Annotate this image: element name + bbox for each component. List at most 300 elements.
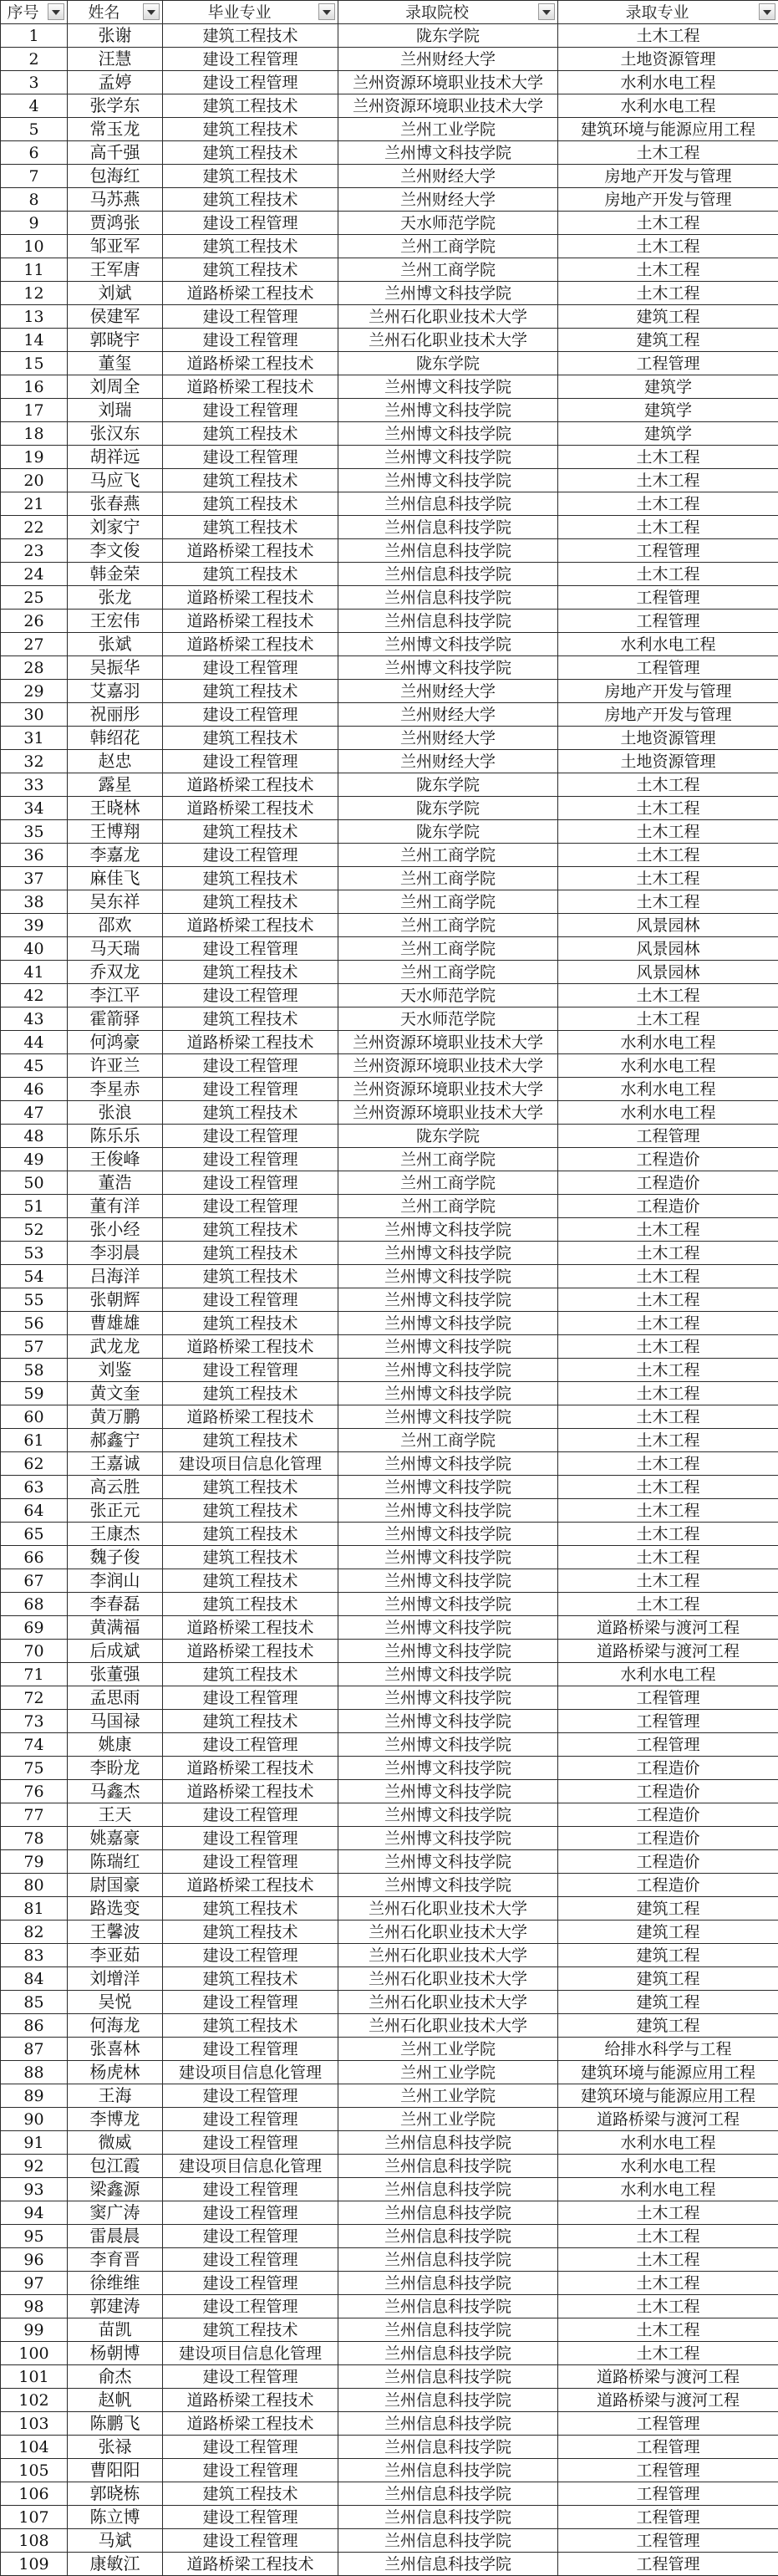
header-cell-admitted-school[interactable] xyxy=(338,1,558,24)
admitted-major-cell[interactable]: 道路桥梁与渡河工程 xyxy=(558,1616,778,1640)
graduation-major-cell[interactable]: 建设工程管理 xyxy=(163,2248,338,2272)
student-name-cell[interactable]: 乔双龙 xyxy=(68,961,163,984)
student-name-cell[interactable]: 邹亚军 xyxy=(68,235,163,258)
graduation-major-cell[interactable]: 建设工程管理 xyxy=(163,844,338,867)
row-index-cell[interactable]: 28 xyxy=(1,656,68,680)
graduation-major-cell[interactable]: 建筑工程技术 xyxy=(163,258,338,282)
student-name-cell[interactable]: 梁鑫源 xyxy=(68,2178,163,2201)
student-name-cell[interactable]: 微威 xyxy=(68,2131,163,2155)
row-index-cell[interactable]: 34 xyxy=(1,797,68,820)
row-index-cell[interactable]: 2 xyxy=(1,48,68,71)
row-index-cell[interactable]: 8 xyxy=(1,188,68,212)
admitted-major-cell[interactable]: 土木工程 xyxy=(558,1499,778,1523)
admitted-school-cell[interactable]: 兰州工商学院 xyxy=(338,961,558,984)
row-index-cell[interactable]: 79 xyxy=(1,1850,68,1874)
admitted-school-cell[interactable]: 兰州博文科技学院 xyxy=(338,1874,558,1897)
admitted-school-cell[interactable]: 兰州资源环境职业技术大学 xyxy=(338,1101,558,1125)
student-name-cell[interactable]: 侯建军 xyxy=(68,305,163,329)
row-index-cell[interactable]: 67 xyxy=(1,1569,68,1593)
student-name-cell[interactable]: 王天 xyxy=(68,1803,163,1827)
student-name-cell[interactable]: 包海红 xyxy=(68,165,163,188)
graduation-major-cell[interactable]: 建筑工程技术 xyxy=(163,867,338,890)
row-index-cell[interactable]: 39 xyxy=(1,914,68,937)
student-name-cell[interactable]: 王俊峰 xyxy=(68,1148,163,1171)
admitted-major-cell[interactable]: 工程造价 xyxy=(558,1803,778,1827)
admitted-major-cell[interactable]: 工程管理 xyxy=(558,539,778,563)
admitted-major-cell[interactable]: 建筑学 xyxy=(558,375,778,399)
admitted-major-cell[interactable]: 土木工程 xyxy=(558,797,778,820)
row-index-cell[interactable]: 63 xyxy=(1,1476,68,1499)
admitted-major-cell[interactable]: 土木工程 xyxy=(558,563,778,586)
student-name-cell[interactable]: 雷晨晨 xyxy=(68,2225,163,2248)
row-index-cell[interactable]: 7 xyxy=(1,165,68,188)
student-name-cell[interactable]: 武龙龙 xyxy=(68,1335,163,1359)
admitted-school-cell[interactable]: 陇东学院 xyxy=(338,352,558,375)
admitted-school-cell[interactable]: 兰州博文科技学院 xyxy=(338,422,558,446)
graduation-major-cell[interactable]: 道路桥梁工程技术 xyxy=(163,1616,338,1640)
admitted-major-cell[interactable]: 建筑环境与能源应用工程 xyxy=(558,2084,778,2108)
admitted-major-cell[interactable]: 建筑工程 xyxy=(558,305,778,329)
student-name-cell[interactable]: 霍箭驿 xyxy=(68,1007,163,1031)
graduation-major-cell[interactable]: 建设工程管理 xyxy=(163,2178,338,2201)
student-name-cell[interactable]: 郭建涛 xyxy=(68,2295,163,2318)
graduation-major-cell[interactable]: 建设工程管理 xyxy=(163,2272,338,2295)
graduation-major-cell[interactable]: 建筑工程技术 xyxy=(163,1382,338,1405)
admitted-school-cell[interactable]: 兰州博文科技学院 xyxy=(338,1803,558,1827)
row-index-cell[interactable]: 92 xyxy=(1,2155,68,2178)
admitted-major-cell[interactable]: 土木工程 xyxy=(558,1382,778,1405)
admitted-major-cell[interactable]: 工程管理 xyxy=(558,610,778,633)
graduation-major-cell[interactable]: 建设工程管理 xyxy=(163,71,338,94)
student-name-cell[interactable]: 张谢 xyxy=(68,24,163,48)
admitted-major-cell[interactable]: 土木工程 xyxy=(558,1265,778,1288)
graduation-major-cell[interactable]: 建筑工程技术 xyxy=(163,235,338,258)
row-index-cell[interactable]: 23 xyxy=(1,539,68,563)
admitted-school-cell[interactable]: 兰州信息科技学院 xyxy=(338,2155,558,2178)
graduation-major-cell[interactable]: 建筑工程技术 xyxy=(163,1265,338,1288)
student-name-cell[interactable]: 李文俊 xyxy=(68,539,163,563)
graduation-major-cell[interactable]: 道路桥梁工程技术 xyxy=(163,1335,338,1359)
admitted-major-cell[interactable]: 土木工程 xyxy=(558,1405,778,1429)
admitted-major-cell[interactable]: 水利水电工程 xyxy=(558,1031,778,1054)
graduation-major-cell[interactable]: 建筑工程技术 xyxy=(163,1429,338,1452)
row-index-cell[interactable]: 68 xyxy=(1,1593,68,1616)
row-index-cell[interactable]: 54 xyxy=(1,1265,68,1288)
student-name-cell[interactable]: 董浩 xyxy=(68,1171,163,1195)
admitted-major-cell[interactable]: 风景园林 xyxy=(558,961,778,984)
graduation-major-cell[interactable]: 建设工程管理 xyxy=(163,2459,338,2482)
student-name-cell[interactable]: 郝鑫宁 xyxy=(68,1429,163,1452)
student-name-cell[interactable]: 马天瑞 xyxy=(68,937,163,961)
row-index-cell[interactable]: 38 xyxy=(1,890,68,914)
student-name-cell[interactable]: 窦广涛 xyxy=(68,2201,163,2225)
admitted-school-cell[interactable]: 兰州博文科技学院 xyxy=(338,1242,558,1265)
student-name-cell[interactable]: 汪慧 xyxy=(68,48,163,71)
graduation-major-cell[interactable]: 建筑工程技术 xyxy=(163,118,338,141)
student-name-cell[interactable]: 尉国豪 xyxy=(68,1874,163,1897)
admitted-school-cell[interactable]: 兰州博文科技学院 xyxy=(338,1499,558,1523)
student-name-cell[interactable]: 祝丽彤 xyxy=(68,703,163,727)
student-name-cell[interactable]: 高云胜 xyxy=(68,1476,163,1499)
admitted-major-cell[interactable]: 工程管理 xyxy=(558,1710,778,1733)
admitted-school-cell[interactable]: 兰州石化职业技术大学 xyxy=(338,1991,558,2014)
row-index-cell[interactable]: 31 xyxy=(1,727,68,750)
graduation-major-cell[interactable]: 道路桥梁工程技术 xyxy=(163,2389,338,2412)
admitted-major-cell[interactable]: 土木工程 xyxy=(558,867,778,890)
admitted-major-cell[interactable]: 水利水电工程 xyxy=(558,2178,778,2201)
graduation-major-cell[interactable]: 道路桥梁工程技术 xyxy=(163,586,338,610)
graduation-major-cell[interactable]: 建筑工程技术 xyxy=(163,1593,338,1616)
student-name-cell[interactable]: 后成斌 xyxy=(68,1640,163,1663)
admitted-school-cell[interactable]: 兰州工商学院 xyxy=(338,258,558,282)
admitted-school-cell[interactable]: 兰州石化职业技术大学 xyxy=(338,1967,558,1991)
header-cell-name[interactable] xyxy=(68,1,163,24)
admitted-school-cell[interactable]: 兰州信息科技学院 xyxy=(338,2318,558,2342)
admitted-school-cell[interactable]: 陇东学院 xyxy=(338,820,558,844)
admitted-school-cell[interactable]: 兰州工商学院 xyxy=(338,1148,558,1171)
row-index-cell[interactable]: 41 xyxy=(1,961,68,984)
row-index-cell[interactable]: 74 xyxy=(1,1733,68,1757)
admitted-major-cell[interactable]: 土木工程 xyxy=(558,235,778,258)
row-index-cell[interactable]: 105 xyxy=(1,2459,68,2482)
admitted-major-cell[interactable]: 工程管理 xyxy=(558,656,778,680)
student-name-cell[interactable]: 何海龙 xyxy=(68,2014,163,2038)
student-name-cell[interactable]: 陈鹏飞 xyxy=(68,2412,163,2436)
row-index-cell[interactable]: 94 xyxy=(1,2201,68,2225)
row-index-cell[interactable]: 87 xyxy=(1,2038,68,2061)
row-index-cell[interactable]: 20 xyxy=(1,469,68,492)
student-name-cell[interactable]: 黄文奎 xyxy=(68,1382,163,1405)
graduation-major-cell[interactable]: 道路桥梁工程技术 xyxy=(163,1405,338,1429)
row-index-cell[interactable]: 58 xyxy=(1,1359,68,1382)
row-index-cell[interactable]: 33 xyxy=(1,773,68,797)
admitted-major-cell[interactable]: 土木工程 xyxy=(558,1523,778,1546)
admitted-school-cell[interactable]: 兰州石化职业技术大学 xyxy=(338,1944,558,1967)
admitted-major-cell[interactable]: 建筑工程 xyxy=(558,1921,778,1944)
admitted-school-cell[interactable]: 兰州信息科技学院 xyxy=(338,2365,558,2389)
admitted-school-cell[interactable]: 兰州信息科技学院 xyxy=(338,2131,558,2155)
row-index-cell[interactable]: 21 xyxy=(1,492,68,516)
admitted-school-cell[interactable]: 兰州工商学院 xyxy=(338,914,558,937)
graduation-major-cell[interactable]: 建设工程管理 xyxy=(163,1803,338,1827)
student-name-cell[interactable]: 麻佳飞 xyxy=(68,867,163,890)
graduation-major-cell[interactable]: 建筑工程技术 xyxy=(163,1499,338,1523)
graduation-major-cell[interactable]: 道路桥梁工程技术 xyxy=(163,282,338,305)
student-name-cell[interactable]: 张喜林 xyxy=(68,2038,163,2061)
row-index-cell[interactable]: 14 xyxy=(1,329,68,352)
graduation-major-cell[interactable]: 建筑工程技术 xyxy=(163,961,338,984)
admitted-major-cell[interactable]: 水利水电工程 xyxy=(558,633,778,656)
admitted-major-cell[interactable]: 土木工程 xyxy=(558,1546,778,1569)
graduation-major-cell[interactable]: 建筑工程技术 xyxy=(163,1242,338,1265)
admitted-major-cell[interactable]: 水利水电工程 xyxy=(558,1663,778,1686)
row-index-cell[interactable]: 86 xyxy=(1,2014,68,2038)
admitted-school-cell[interactable]: 兰州博文科技学院 xyxy=(338,1616,558,1640)
graduation-major-cell[interactable]: 建筑工程技术 xyxy=(163,1546,338,1569)
admitted-major-cell[interactable]: 工程管理 xyxy=(558,2482,778,2506)
row-index-cell[interactable]: 57 xyxy=(1,1335,68,1359)
graduation-major-cell[interactable]: 建设工程管理 xyxy=(163,399,338,422)
row-index-cell[interactable]: 70 xyxy=(1,1640,68,1663)
admitted-major-cell[interactable]: 土木工程 xyxy=(558,1429,778,1452)
admitted-school-cell[interactable]: 兰州资源环境职业技术大学 xyxy=(338,71,558,94)
student-name-cell[interactable]: 陈立博 xyxy=(68,2506,163,2529)
admitted-school-cell[interactable]: 兰州博文科技学院 xyxy=(338,1382,558,1405)
admitted-major-cell[interactable]: 土地资源管理 xyxy=(558,750,778,773)
dropdown-filter-icon[interactable] xyxy=(759,3,775,20)
admitted-school-cell[interactable]: 兰州博文科技学院 xyxy=(338,1523,558,1546)
student-name-cell[interactable]: 艾嘉羽 xyxy=(68,680,163,703)
admitted-school-cell[interactable]: 兰州信息科技学院 xyxy=(338,2342,558,2365)
student-name-cell[interactable]: 黄满福 xyxy=(68,1616,163,1640)
admitted-school-cell[interactable]: 兰州博文科技学院 xyxy=(338,399,558,422)
row-index-cell[interactable]: 78 xyxy=(1,1827,68,1850)
admitted-major-cell[interactable]: 土木工程 xyxy=(558,469,778,492)
admitted-major-cell[interactable]: 土木工程 xyxy=(558,492,778,516)
admitted-school-cell[interactable]: 兰州工商学院 xyxy=(338,1195,558,1218)
student-name-cell[interactable]: 张斌 xyxy=(68,633,163,656)
admitted-school-cell[interactable]: 兰州博文科技学院 xyxy=(338,1569,558,1593)
row-index-cell[interactable]: 27 xyxy=(1,633,68,656)
graduation-major-cell[interactable]: 建设工程管理 xyxy=(163,1991,338,2014)
admitted-school-cell[interactable]: 兰州信息科技学院 xyxy=(338,563,558,586)
admitted-school-cell[interactable]: 兰州博文科技学院 xyxy=(338,633,558,656)
admitted-school-cell[interactable]: 兰州博文科技学院 xyxy=(338,1218,558,1242)
row-index-cell[interactable]: 18 xyxy=(1,422,68,446)
graduation-major-cell[interactable]: 建筑工程技术 xyxy=(163,188,338,212)
student-name-cell[interactable]: 曹阳阳 xyxy=(68,2459,163,2482)
admitted-school-cell[interactable]: 兰州信息科技学院 xyxy=(338,2436,558,2459)
admitted-major-cell[interactable]: 房地产开发与管理 xyxy=(558,165,778,188)
admitted-major-cell[interactable]: 土木工程 xyxy=(558,1218,778,1242)
admitted-major-cell[interactable]: 土木工程 xyxy=(558,1288,778,1312)
graduation-major-cell[interactable]: 建设工程管理 xyxy=(163,937,338,961)
admitted-school-cell[interactable]: 陇东学院 xyxy=(338,773,558,797)
student-name-cell[interactable]: 孟思雨 xyxy=(68,1686,163,1710)
row-index-cell[interactable]: 24 xyxy=(1,563,68,586)
graduation-major-cell[interactable]: 建设工程管理 xyxy=(163,2131,338,2155)
graduation-major-cell[interactable]: 建筑工程技术 xyxy=(163,1921,338,1944)
admitted-major-cell[interactable]: 工程造价 xyxy=(558,1827,778,1850)
graduation-major-cell[interactable]: 建设工程管理 xyxy=(163,1195,338,1218)
admitted-school-cell[interactable]: 兰州信息科技学院 xyxy=(338,2412,558,2436)
row-index-cell[interactable]: 56 xyxy=(1,1312,68,1335)
student-name-cell[interactable]: 姚嘉豪 xyxy=(68,1827,163,1850)
graduation-major-cell[interactable]: 建设项目信息化管理 xyxy=(163,2155,338,2178)
admitted-school-cell[interactable]: 兰州博文科技学院 xyxy=(338,1640,558,1663)
student-name-cell[interactable]: 黄万鹏 xyxy=(68,1405,163,1429)
admitted-major-cell[interactable]: 建筑工程 xyxy=(558,1897,778,1921)
admitted-school-cell[interactable]: 兰州博文科技学院 xyxy=(338,1757,558,1780)
row-index-cell[interactable]: 35 xyxy=(1,820,68,844)
student-name-cell[interactable]: 李春磊 xyxy=(68,1593,163,1616)
admitted-major-cell[interactable]: 土木工程 xyxy=(558,2295,778,2318)
graduation-major-cell[interactable]: 建设工程管理 xyxy=(163,48,338,71)
student-name-cell[interactable]: 李盼龙 xyxy=(68,1757,163,1780)
admitted-school-cell[interactable]: 兰州资源环境职业技术大学 xyxy=(338,1078,558,1101)
admitted-major-cell[interactable]: 工程管理 xyxy=(558,2553,778,2576)
graduation-major-cell[interactable]: 建设工程管理 xyxy=(163,2225,338,2248)
admitted-school-cell[interactable]: 陇东学院 xyxy=(338,1125,558,1148)
admitted-major-cell[interactable]: 风景园林 xyxy=(558,914,778,937)
admitted-major-cell[interactable]: 土木工程 xyxy=(558,1242,778,1265)
admitted-school-cell[interactable]: 兰州博文科技学院 xyxy=(338,1405,558,1429)
header-cell-index[interactable] xyxy=(1,1,68,24)
row-index-cell[interactable]: 5 xyxy=(1,118,68,141)
student-name-cell[interactable]: 吴东祥 xyxy=(68,890,163,914)
graduation-major-cell[interactable]: 道路桥梁工程技术 xyxy=(163,1874,338,1897)
admitted-major-cell[interactable]: 土木工程 xyxy=(558,212,778,235)
graduation-major-cell[interactable]: 建筑工程技术 xyxy=(163,1710,338,1733)
admitted-school-cell[interactable]: 兰州博文科技学院 xyxy=(338,1827,558,1850)
admitted-major-cell[interactable]: 土木工程 xyxy=(558,141,778,165)
graduation-major-cell[interactable]: 建设工程管理 xyxy=(163,1359,338,1382)
admitted-school-cell[interactable]: 兰州博文科技学院 xyxy=(338,469,558,492)
admitted-major-cell[interactable]: 道路桥梁与渡河工程 xyxy=(558,1640,778,1663)
admitted-school-cell[interactable]: 兰州信息科技学院 xyxy=(338,586,558,610)
graduation-major-cell[interactable]: 建筑工程技术 xyxy=(163,1897,338,1921)
admitted-major-cell[interactable]: 土木工程 xyxy=(558,1359,778,1382)
admitted-school-cell[interactable]: 兰州资源环境职业技术大学 xyxy=(338,1054,558,1078)
row-index-cell[interactable]: 82 xyxy=(1,1921,68,1944)
graduation-major-cell[interactable]: 建筑工程技术 xyxy=(163,2014,338,2038)
row-index-cell[interactable]: 25 xyxy=(1,586,68,610)
admitted-major-cell[interactable]: 工程管理 xyxy=(558,2529,778,2553)
student-name-cell[interactable]: 张龙 xyxy=(68,586,163,610)
student-name-cell[interactable]: 张禄 xyxy=(68,2436,163,2459)
admitted-major-cell[interactable]: 给排水科学与工程 xyxy=(558,2038,778,2061)
admitted-school-cell[interactable]: 兰州博文科技学院 xyxy=(338,141,558,165)
row-index-cell[interactable]: 26 xyxy=(1,610,68,633)
student-name-cell[interactable]: 吕海洋 xyxy=(68,1265,163,1288)
graduation-major-cell[interactable]: 建筑工程技术 xyxy=(163,24,338,48)
graduation-major-cell[interactable]: 建设项目信息化管理 xyxy=(163,1452,338,1476)
admitted-school-cell[interactable]: 兰州博文科技学院 xyxy=(338,1288,558,1312)
student-name-cell[interactable]: 露星 xyxy=(68,773,163,797)
admitted-major-cell[interactable]: 土木工程 xyxy=(558,2318,778,2342)
row-index-cell[interactable]: 37 xyxy=(1,867,68,890)
graduation-major-cell[interactable]: 建筑工程技术 xyxy=(163,2318,338,2342)
admitted-major-cell[interactable]: 土木工程 xyxy=(558,282,778,305)
graduation-major-cell[interactable]: 建筑工程技术 xyxy=(163,1218,338,1242)
graduation-major-cell[interactable]: 建筑工程技术 xyxy=(163,820,338,844)
row-index-cell[interactable]: 22 xyxy=(1,516,68,539)
admitted-school-cell[interactable]: 兰州博文科技学院 xyxy=(338,1850,558,1874)
admitted-school-cell[interactable]: 兰州博文科技学院 xyxy=(338,1546,558,1569)
row-index-cell[interactable]: 101 xyxy=(1,2365,68,2389)
row-index-cell[interactable]: 71 xyxy=(1,1663,68,1686)
row-index-cell[interactable]: 15 xyxy=(1,352,68,375)
admitted-school-cell[interactable]: 天水师范学院 xyxy=(338,212,558,235)
graduation-major-cell[interactable]: 建设工程管理 xyxy=(163,1850,338,1874)
row-index-cell[interactable]: 62 xyxy=(1,1452,68,1476)
student-name-cell[interactable]: 张董强 xyxy=(68,1663,163,1686)
graduation-major-cell[interactable]: 道路桥梁工程技术 xyxy=(163,1640,338,1663)
graduation-major-cell[interactable]: 建筑工程技术 xyxy=(163,1007,338,1031)
admitted-school-cell[interactable]: 兰州博文科技学院 xyxy=(338,1359,558,1382)
graduation-major-cell[interactable]: 建筑工程技术 xyxy=(163,1312,338,1335)
row-index-cell[interactable]: 102 xyxy=(1,2389,68,2412)
graduation-major-cell[interactable]: 建设工程管理 xyxy=(163,2201,338,2225)
admitted-major-cell[interactable]: 水利水电工程 xyxy=(558,1054,778,1078)
row-index-cell[interactable]: 106 xyxy=(1,2482,68,2506)
graduation-major-cell[interactable]: 建筑工程技术 xyxy=(163,141,338,165)
student-name-cell[interactable]: 吴悦 xyxy=(68,1991,163,2014)
admitted-major-cell[interactable]: 土木工程 xyxy=(558,820,778,844)
student-name-cell[interactable]: 张学东 xyxy=(68,94,163,118)
admitted-major-cell[interactable]: 土木工程 xyxy=(558,1312,778,1335)
row-index-cell[interactable]: 61 xyxy=(1,1429,68,1452)
row-index-cell[interactable]: 107 xyxy=(1,2506,68,2529)
graduation-major-cell[interactable]: 建设工程管理 xyxy=(163,2038,338,2061)
admitted-major-cell[interactable]: 建筑工程 xyxy=(558,329,778,352)
student-name-cell[interactable]: 康敏江 xyxy=(68,2553,163,2576)
student-name-cell[interactable]: 赵帆 xyxy=(68,2389,163,2412)
admitted-major-cell[interactable]: 土地资源管理 xyxy=(558,727,778,750)
row-index-cell[interactable]: 30 xyxy=(1,703,68,727)
admitted-school-cell[interactable]: 兰州信息科技学院 xyxy=(338,2201,558,2225)
admitted-major-cell[interactable]: 土木工程 xyxy=(558,446,778,469)
graduation-major-cell[interactable]: 建设工程管理 xyxy=(163,2365,338,2389)
admitted-major-cell[interactable]: 工程造价 xyxy=(558,1171,778,1195)
row-index-cell[interactable]: 97 xyxy=(1,2272,68,2295)
admitted-major-cell[interactable]: 工程管理 xyxy=(558,2436,778,2459)
admitted-major-cell[interactable]: 土木工程 xyxy=(558,258,778,282)
admitted-school-cell[interactable]: 兰州信息科技学院 xyxy=(338,610,558,633)
graduation-major-cell[interactable]: 建筑工程技术 xyxy=(163,1101,338,1125)
student-name-cell[interactable]: 李羽晨 xyxy=(68,1242,163,1265)
student-name-cell[interactable]: 魏子俊 xyxy=(68,1546,163,1569)
admitted-school-cell[interactable]: 兰州博文科技学院 xyxy=(338,1335,558,1359)
graduation-major-cell[interactable]: 道路桥梁工程技术 xyxy=(163,914,338,937)
admitted-school-cell[interactable]: 兰州信息科技学院 xyxy=(338,492,558,516)
row-index-cell[interactable]: 109 xyxy=(1,2553,68,2576)
admitted-major-cell[interactable]: 土木工程 xyxy=(558,516,778,539)
row-index-cell[interactable]: 43 xyxy=(1,1007,68,1031)
graduation-major-cell[interactable]: 建设工程管理 xyxy=(163,305,338,329)
admitted-major-cell[interactable]: 水利水电工程 xyxy=(558,1078,778,1101)
admitted-school-cell[interactable]: 兰州资源环境职业技术大学 xyxy=(338,1031,558,1054)
admitted-major-cell[interactable]: 土木工程 xyxy=(558,2272,778,2295)
admitted-major-cell[interactable]: 土木工程 xyxy=(558,984,778,1007)
student-name-cell[interactable]: 苗凯 xyxy=(68,2318,163,2342)
student-name-cell[interactable]: 孟婷 xyxy=(68,71,163,94)
row-index-cell[interactable]: 95 xyxy=(1,2225,68,2248)
student-name-cell[interactable]: 路选变 xyxy=(68,1897,163,1921)
graduation-major-cell[interactable]: 建筑工程技术 xyxy=(163,1663,338,1686)
admitted-major-cell[interactable]: 土木工程 xyxy=(558,24,778,48)
student-name-cell[interactable]: 王馨波 xyxy=(68,1921,163,1944)
student-name-cell[interactable]: 张春燕 xyxy=(68,492,163,516)
graduation-major-cell[interactable]: 道路桥梁工程技术 xyxy=(163,610,338,633)
admitted-school-cell[interactable]: 陇东学院 xyxy=(338,24,558,48)
graduation-major-cell[interactable]: 建设工程管理 xyxy=(163,1288,338,1312)
graduation-major-cell[interactable]: 建筑工程技术 xyxy=(163,563,338,586)
row-index-cell[interactable]: 9 xyxy=(1,212,68,235)
graduation-major-cell[interactable]: 建设工程管理 xyxy=(163,1148,338,1171)
student-name-cell[interactable]: 杨虎林 xyxy=(68,2061,163,2084)
admitted-school-cell[interactable]: 兰州资源环境职业技术大学 xyxy=(338,94,558,118)
admitted-school-cell[interactable]: 兰州财经大学 xyxy=(338,703,558,727)
student-name-cell[interactable]: 刘鉴 xyxy=(68,1359,163,1382)
admitted-school-cell[interactable]: 兰州工业学院 xyxy=(338,2061,558,2084)
student-name-cell[interactable]: 王嘉诚 xyxy=(68,1452,163,1476)
graduation-major-cell[interactable]: 建筑工程技术 xyxy=(163,165,338,188)
row-index-cell[interactable]: 98 xyxy=(1,2295,68,2318)
graduation-major-cell[interactable]: 建设工程管理 xyxy=(163,1827,338,1850)
row-index-cell[interactable]: 80 xyxy=(1,1874,68,1897)
admitted-school-cell[interactable]: 兰州工商学院 xyxy=(338,937,558,961)
